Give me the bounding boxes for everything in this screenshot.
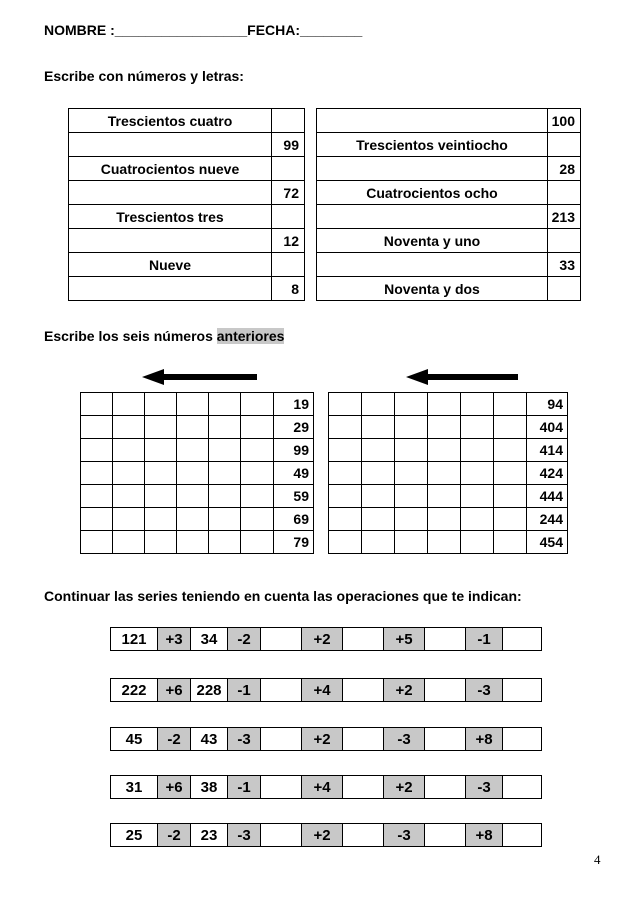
- given-number-cell: 454: [527, 531, 568, 554]
- left-write-table: [68, 108, 305, 301]
- words-cell[interactable]: Noventa y uno: [317, 229, 548, 253]
- previous-numbers-table-left: [80, 392, 314, 554]
- write-table-row: [317, 229, 581, 253]
- series-number-cell: 38: [191, 776, 228, 799]
- blank-answer-cell[interactable]: [329, 462, 362, 485]
- number-cell[interactable]: 8: [272, 277, 305, 301]
- write-table-row: [317, 253, 581, 277]
- series-number-cell: 34: [191, 628, 228, 651]
- blank-answer-cell[interactable]: [428, 462, 461, 485]
- series-number-cell: 45: [111, 728, 158, 751]
- series-number-cell: 23: [191, 824, 228, 847]
- series-blank-cell[interactable]: [503, 679, 542, 702]
- given-number-cell: 59: [273, 485, 313, 508]
- blank-answer-cell[interactable]: [241, 531, 273, 554]
- series-operation-cell: +2: [302, 628, 343, 651]
- blank-answer-cell[interactable]: [145, 462, 177, 485]
- number-cell[interactable]: 33: [548, 253, 581, 277]
- blank-answer-cell[interactable]: [461, 393, 494, 416]
- blank-answer-cell[interactable]: [177, 416, 209, 439]
- words-cell[interactable]: Trescientos tres: [69, 205, 272, 229]
- blank-answer-cell[interactable]: [81, 416, 113, 439]
- given-number-cell: 79: [273, 531, 313, 554]
- blank-answer-cell[interactable]: [241, 508, 273, 531]
- blank-answer-cell[interactable]: [461, 531, 494, 554]
- blank-answer-cell[interactable]: [395, 508, 428, 531]
- write-table-row: [69, 133, 305, 157]
- blank-answer-cell[interactable]: [362, 462, 395, 485]
- blank-answer-cell[interactable]: [113, 531, 145, 554]
- series-operation-cell: +2: [384, 679, 425, 702]
- blank-answer-cell[interactable]: [209, 416, 241, 439]
- blank-answer-cell[interactable]: [395, 439, 428, 462]
- previous-numbers-row: [329, 416, 568, 439]
- blank-answer-cell[interactable]: [329, 531, 362, 554]
- blank-answer-cell[interactable]: [395, 393, 428, 416]
- words-cell[interactable]: Noventa y dos: [317, 277, 548, 301]
- write-table-row: [69, 205, 305, 229]
- write-table-row: [317, 205, 581, 229]
- series-operation-cell: -2: [158, 824, 191, 847]
- blank-answer-cell[interactable]: [395, 485, 428, 508]
- number-cell[interactable]: [272, 253, 305, 277]
- blank-answer-cell[interactable]: [395, 416, 428, 439]
- blank-answer-cell[interactable]: [494, 439, 527, 462]
- blank-answer-cell[interactable]: [362, 485, 395, 508]
- blank-answer-cell[interactable]: [209, 393, 241, 416]
- blank-answer-cell[interactable]: [241, 416, 273, 439]
- previous-numbers-row: [329, 439, 568, 462]
- series-number-cell: 43: [191, 728, 228, 751]
- right-write-table: [316, 108, 581, 301]
- series-blank-cell[interactable]: [425, 628, 466, 651]
- number-cell[interactable]: [272, 205, 305, 229]
- given-number-cell: 424: [527, 462, 568, 485]
- words-cell[interactable]: [317, 253, 548, 277]
- blank-answer-cell[interactable]: [494, 508, 527, 531]
- write-table-row: [69, 181, 305, 205]
- series-row-table: [110, 627, 542, 651]
- series-blank-cell[interactable]: [503, 628, 542, 651]
- series-operation-cell: +8: [466, 824, 503, 847]
- blank-answer-cell[interactable]: [461, 462, 494, 485]
- words-cell[interactable]: Nueve: [69, 253, 272, 277]
- series-operation-cell: -3: [384, 728, 425, 751]
- blank-answer-cell[interactable]: [362, 393, 395, 416]
- series-row-table: [110, 678, 542, 702]
- series-blank-cell[interactable]: [343, 728, 384, 751]
- series-operation-cell: -2: [228, 628, 261, 651]
- number-cell[interactable]: [548, 229, 581, 253]
- series-blank-cell[interactable]: [261, 628, 302, 651]
- blank-answer-cell[interactable]: [209, 462, 241, 485]
- given-number-cell: 49: [273, 462, 313, 485]
- blank-answer-cell[interactable]: [494, 462, 527, 485]
- previous-numbers-row: [329, 531, 568, 554]
- blank-answer-cell[interactable]: [209, 485, 241, 508]
- blank-answer-cell[interactable]: [428, 485, 461, 508]
- words-cell[interactable]: [69, 229, 272, 253]
- blank-answer-cell[interactable]: [241, 439, 273, 462]
- series-blank-cell[interactable]: [425, 824, 466, 847]
- words-cell[interactable]: Trescientos veintiocho: [317, 133, 548, 157]
- blank-answer-cell[interactable]: [145, 416, 177, 439]
- given-number-cell: 444: [527, 485, 568, 508]
- series-blank-cell[interactable]: [343, 824, 384, 847]
- blank-answer-cell[interactable]: [329, 393, 362, 416]
- blank-answer-cell[interactable]: [81, 531, 113, 554]
- blank-answer-cell[interactable]: [177, 439, 209, 462]
- given-number-cell: 414: [527, 439, 568, 462]
- previous-numbers-row: [81, 416, 314, 439]
- blank-answer-cell[interactable]: [241, 462, 273, 485]
- series-blank-cell[interactable]: [261, 679, 302, 702]
- words-cell[interactable]: [317, 205, 548, 229]
- write-table-row: [69, 229, 305, 253]
- previous-numbers-row: [81, 508, 314, 531]
- write-table-row: [317, 109, 581, 133]
- number-cell[interactable]: 99: [272, 133, 305, 157]
- previous-numbers-row: [81, 485, 314, 508]
- words-cell[interactable]: [317, 109, 548, 133]
- blank-answer-cell[interactable]: [428, 508, 461, 531]
- number-cell[interactable]: [272, 157, 305, 181]
- name-date-line: NOMBRE :_________________FECHA:________: [44, 22, 363, 38]
- series-number-cell: 25: [111, 824, 158, 847]
- series-operation-cell: +5: [384, 628, 425, 651]
- given-number-cell: 244: [527, 508, 568, 531]
- number-cell[interactable]: 72: [272, 181, 305, 205]
- blank-answer-cell[interactable]: [209, 508, 241, 531]
- blank-answer-cell[interactable]: [145, 393, 177, 416]
- words-cell[interactable]: [69, 277, 272, 301]
- previous-numbers-row: [329, 393, 568, 416]
- left-arrow-icon: [164, 374, 257, 380]
- blank-answer-cell[interactable]: [494, 416, 527, 439]
- blank-answer-cell[interactable]: [113, 508, 145, 531]
- previous-numbers-row: [329, 462, 568, 485]
- number-cell[interactable]: [548, 181, 581, 205]
- blank-answer-cell[interactable]: [362, 531, 395, 554]
- blank-answer-cell[interactable]: [113, 393, 145, 416]
- blank-answer-cell[interactable]: [241, 485, 273, 508]
- previous-numbers-table-right: [328, 392, 568, 554]
- series-operation-cell: +3: [158, 628, 191, 651]
- blank-answer-cell[interactable]: [113, 485, 145, 508]
- series-blank-cell[interactable]: [343, 776, 384, 799]
- blank-answer-cell[interactable]: [329, 439, 362, 462]
- blank-answer-cell[interactable]: [145, 439, 177, 462]
- series-row-table: [110, 775, 542, 799]
- series-operation-cell: -3: [228, 728, 261, 751]
- blank-answer-cell[interactable]: [461, 439, 494, 462]
- blank-answer-cell[interactable]: [428, 393, 461, 416]
- blank-answer-cell[interactable]: [81, 393, 113, 416]
- blank-answer-cell[interactable]: [81, 485, 113, 508]
- blank-answer-cell[interactable]: [362, 508, 395, 531]
- blank-answer-cell[interactable]: [329, 508, 362, 531]
- series-blank-cell[interactable]: [503, 776, 542, 799]
- series-blank-cell[interactable]: [425, 776, 466, 799]
- blank-answer-cell[interactable]: [241, 393, 273, 416]
- blank-answer-cell[interactable]: [145, 508, 177, 531]
- blank-answer-cell[interactable]: [362, 439, 395, 462]
- blank-answer-cell[interactable]: [81, 508, 113, 531]
- series-blank-cell[interactable]: [261, 776, 302, 799]
- series-number-cell: 222: [111, 679, 158, 702]
- blank-answer-cell[interactable]: [177, 485, 209, 508]
- blank-answer-cell[interactable]: [461, 508, 494, 531]
- blank-answer-cell[interactable]: [329, 416, 362, 439]
- section2-title-text: Escribe los seis números: [44, 328, 217, 344]
- words-cell[interactable]: [69, 181, 272, 205]
- series-blank-cell[interactable]: [343, 679, 384, 702]
- blank-answer-cell[interactable]: [494, 393, 527, 416]
- series-blank-cell[interactable]: [503, 728, 542, 751]
- number-cell[interactable]: [548, 277, 581, 301]
- given-number-cell: 94: [527, 393, 568, 416]
- series-row-table: [110, 823, 542, 847]
- words-cell[interactable]: [69, 133, 272, 157]
- given-number-cell: 404: [527, 416, 568, 439]
- blank-answer-cell[interactable]: [362, 416, 395, 439]
- given-number-cell: 29: [273, 416, 313, 439]
- blank-answer-cell[interactable]: [177, 462, 209, 485]
- blank-answer-cell[interactable]: [428, 531, 461, 554]
- series-operation-cell: -3: [384, 824, 425, 847]
- given-number-cell: 19: [273, 393, 313, 416]
- blank-answer-cell[interactable]: [113, 416, 145, 439]
- blank-answer-cell[interactable]: [329, 485, 362, 508]
- number-cell[interactable]: [548, 133, 581, 157]
- blank-answer-cell[interactable]: [461, 416, 494, 439]
- series-row-table: [110, 727, 542, 751]
- series-number-cell: 31: [111, 776, 158, 799]
- given-number-cell: 99: [273, 439, 313, 462]
- left-arrow-icon: [428, 374, 518, 380]
- previous-numbers-row: [81, 462, 314, 485]
- given-number-cell: 69: [273, 508, 313, 531]
- series-blank-cell[interactable]: [425, 679, 466, 702]
- blank-answer-cell[interactable]: [177, 393, 209, 416]
- previous-numbers-row: [81, 439, 314, 462]
- series-operation-cell: -3: [466, 776, 503, 799]
- number-cell[interactable]: 100: [548, 109, 581, 133]
- write-table-row: [69, 253, 305, 277]
- blank-answer-cell[interactable]: [81, 462, 113, 485]
- blank-answer-cell[interactable]: [428, 416, 461, 439]
- blank-answer-cell[interactable]: [145, 531, 177, 554]
- page-number: 4: [594, 852, 601, 867]
- write-table-row: [69, 157, 305, 181]
- number-cell[interactable]: [272, 109, 305, 133]
- write-table-row: [317, 277, 581, 301]
- series-blank-cell[interactable]: [343, 628, 384, 651]
- series-operation-cell: -1: [228, 776, 261, 799]
- blank-answer-cell[interactable]: [428, 439, 461, 462]
- number-cell[interactable]: 12: [272, 229, 305, 253]
- series-operation-cell: -3: [466, 679, 503, 702]
- series-operation-cell: -1: [228, 679, 261, 702]
- blank-answer-cell[interactable]: [177, 508, 209, 531]
- blank-answer-cell[interactable]: [113, 439, 145, 462]
- words-cell[interactable]: Cuatrocientos nueve: [69, 157, 272, 181]
- series-operation-cell: -3: [228, 824, 261, 847]
- previous-numbers-row: [329, 485, 568, 508]
- blank-answer-cell[interactable]: [209, 531, 241, 554]
- blank-answer-cell[interactable]: [395, 531, 428, 554]
- blank-answer-cell[interactable]: [81, 439, 113, 462]
- series-operation-cell: +2: [384, 776, 425, 799]
- blank-answer-cell[interactable]: [113, 462, 145, 485]
- section1-title: Escribe con números y letras:: [44, 68, 244, 84]
- blank-answer-cell[interactable]: [209, 439, 241, 462]
- number-cell[interactable]: 28: [548, 157, 581, 181]
- words-cell[interactable]: Cuatrocientos ocho: [317, 181, 548, 205]
- previous-numbers-row: [81, 393, 314, 416]
- series-blank-cell[interactable]: [425, 728, 466, 751]
- series-operation-cell: -2: [158, 728, 191, 751]
- write-table-row: [69, 109, 305, 133]
- series-operation-cell: +4: [302, 679, 343, 702]
- write-table-row: [317, 157, 581, 181]
- blank-answer-cell[interactable]: [177, 531, 209, 554]
- words-cell[interactable]: Trescientos cuatro: [69, 109, 272, 133]
- series-blank-cell[interactable]: [261, 728, 302, 751]
- write-table-row: [317, 181, 581, 205]
- blank-answer-cell[interactable]: [461, 485, 494, 508]
- blank-answer-cell[interactable]: [494, 531, 527, 554]
- section2-title: [44, 328, 284, 344]
- series-number-cell: 121: [111, 628, 158, 651]
- section2-title-highlight: anteriores: [216, 328, 285, 344]
- blank-answer-cell[interactable]: [395, 462, 428, 485]
- series-operation-cell: +6: [158, 679, 191, 702]
- series-operation-cell: -1: [466, 628, 503, 651]
- series-operation-cell: +2: [302, 728, 343, 751]
- series-blank-cell[interactable]: [261, 824, 302, 847]
- series-operation-cell: +6: [158, 776, 191, 799]
- series-operation-cell: +4: [302, 776, 343, 799]
- number-cell[interactable]: 213: [548, 205, 581, 229]
- series-operation-cell: +2: [302, 824, 343, 847]
- series-operation-cell: +8: [466, 728, 503, 751]
- words-cell[interactable]: [317, 157, 548, 181]
- section3-title: Continuar las series teniendo en cuenta las operaciones que te indican:: [44, 588, 522, 604]
- previous-numbers-row: [81, 531, 314, 554]
- write-table-row: [69, 277, 305, 301]
- previous-numbers-row: [329, 508, 568, 531]
- series-number-cell: 228: [191, 679, 228, 702]
- series-blank-cell[interactable]: [503, 824, 542, 847]
- blank-answer-cell[interactable]: [145, 485, 177, 508]
- blank-answer-cell[interactable]: [494, 485, 527, 508]
- write-table-row: [317, 133, 581, 157]
